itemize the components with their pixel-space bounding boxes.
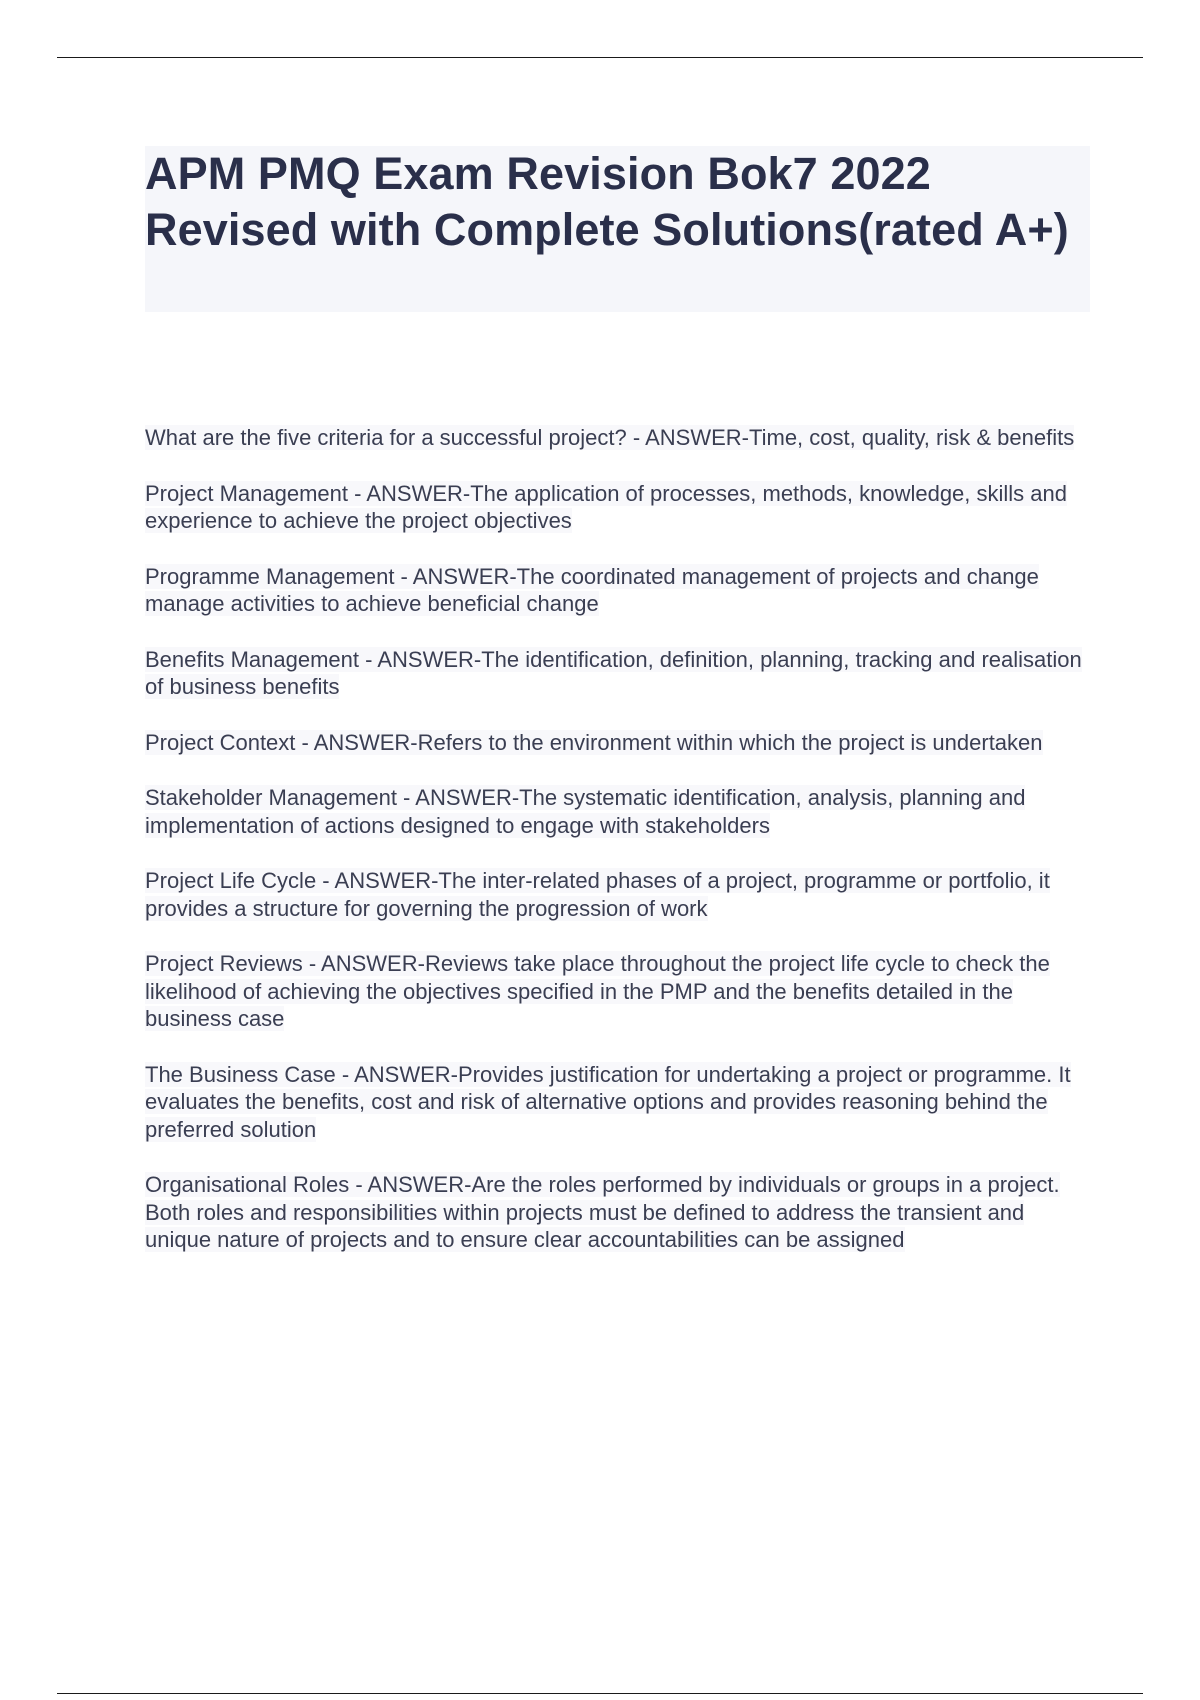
qa-text: Project Context - ANSWER-Refers to the environment within which the project is undertaken xyxy=(145,729,1043,755)
document-title: APM PMQ Exam Revision Bok7 2022 Revised with Complete Solutions(rated A+) xyxy=(145,148,1069,255)
qa-item xyxy=(145,424,1090,452)
qa-text: The Business Case - ANSWER-Provides justification for undertaking a project or programme. It evaluates the benefits, cost and risk of alternative options and provides reasoning behind the preferred solution xyxy=(145,1061,1071,1142)
qa-item xyxy=(145,480,1090,535)
qa-text: Project Reviews - ANSWER-Reviews take place throughout the project life cycle to check the likelihood of achieving the objectives specified in the PMP and the benefits detailed in the business case xyxy=(145,951,1050,1031)
top-divider xyxy=(57,57,1143,58)
title-block xyxy=(145,146,1090,312)
qa-text: Stakeholder Management - ANSWER-The systematic identification, analysis, planning and implementation of actions designed to engage with stakeholders xyxy=(145,785,1026,838)
qa-item xyxy=(145,729,1090,757)
qa-item xyxy=(145,1061,1090,1144)
qa-text: Project Life Cycle - ANSWER-The inter-related phases of a project, programme or portfolio, it provides a structure for governing the progression of work xyxy=(145,868,1050,921)
bottom-divider xyxy=(57,1693,1143,1694)
qa-item xyxy=(145,867,1090,922)
qa-text: What are the five criteria for a successful project? - ANSWER-Time, cost, quality, risk & benefits xyxy=(145,425,1075,450)
qa-text: Organisational Roles - ANSWER-Are the roles performed by individuals or groups in a project. Both roles and responsibilities within projects must be defined to address the transient and unique nature of projects and to ensure clear accountabilities can be assigned xyxy=(145,1172,1060,1252)
qa-item xyxy=(145,563,1090,618)
qa-text: Programme Management - ANSWER-The coordinated management of projects and change manage activities to achieve beneficial change xyxy=(145,563,1039,616)
qa-list xyxy=(145,424,1090,1282)
qa-item xyxy=(145,784,1090,839)
qa-item xyxy=(145,646,1090,701)
qa-item xyxy=(145,950,1090,1033)
qa-text: Project Management - ANSWER-The application of processes, methods, knowledge, skills and experience to achieve the project objectives xyxy=(145,480,1067,533)
qa-item xyxy=(145,1171,1090,1254)
qa-text: Benefits Management - ANSWER-The identification, definition, planning, tracking and realisation of business benefits xyxy=(145,646,1082,699)
